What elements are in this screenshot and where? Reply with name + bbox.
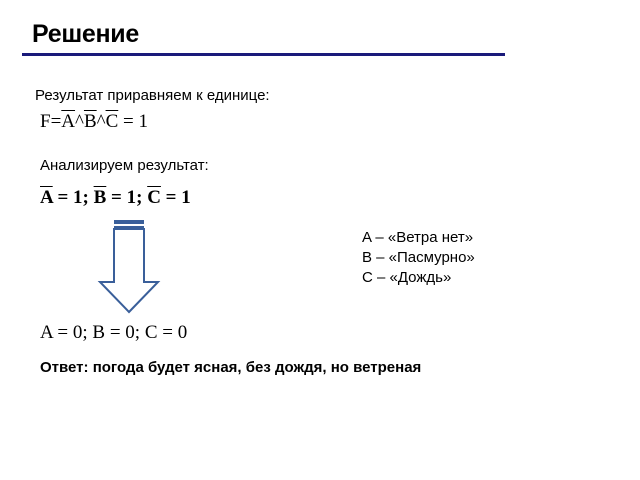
formula-b: $\overline{B}$ — [83, 111, 97, 132]
formula-c: $\overline{C}$ — [105, 111, 119, 132]
inv-a-val: = 1; — [52, 187, 94, 208]
down-arrow-icon — [96, 216, 162, 316]
inv-b-val: = 1; — [106, 187, 148, 208]
intro-text: Результат приравняем к единице: — [35, 87, 270, 104]
formula-rhs: = 1 — [118, 111, 148, 132]
inv-a: $\overline{A}$ — [40, 187, 53, 208]
analyze-text: Анализируем результат: — [40, 157, 209, 174]
answer-text: Ответ: погода будет ясная, без дождя, но ветреная — [40, 359, 422, 376]
legend-item-a: A – «Ветра нет» — [362, 229, 474, 246]
formula-eq: = — [50, 111, 62, 132]
inv-c-val: = 1 — [160, 187, 191, 208]
result: A = 0; B = 0; C = 0 — [40, 322, 188, 343]
variable-legend — [362, 228, 475, 288]
formula-op2: ^ — [96, 111, 106, 132]
formula-lhs: F — [40, 111, 51, 132]
inverted-result — [40, 187, 191, 209]
legend-item-c: C – «Дождь» — [362, 269, 452, 286]
slide-title: Решение — [32, 20, 139, 48]
inv-b: $\overline{B}$ — [93, 187, 107, 208]
formula — [40, 111, 148, 133]
formula-a: $\overline{A}$ — [61, 111, 76, 132]
title-underline — [22, 53, 505, 56]
inv-c: $\overline{C}$ — [147, 187, 161, 208]
formula-op1: ^ — [75, 111, 84, 132]
legend-item-b: B – «Пасмурно» — [362, 249, 475, 266]
